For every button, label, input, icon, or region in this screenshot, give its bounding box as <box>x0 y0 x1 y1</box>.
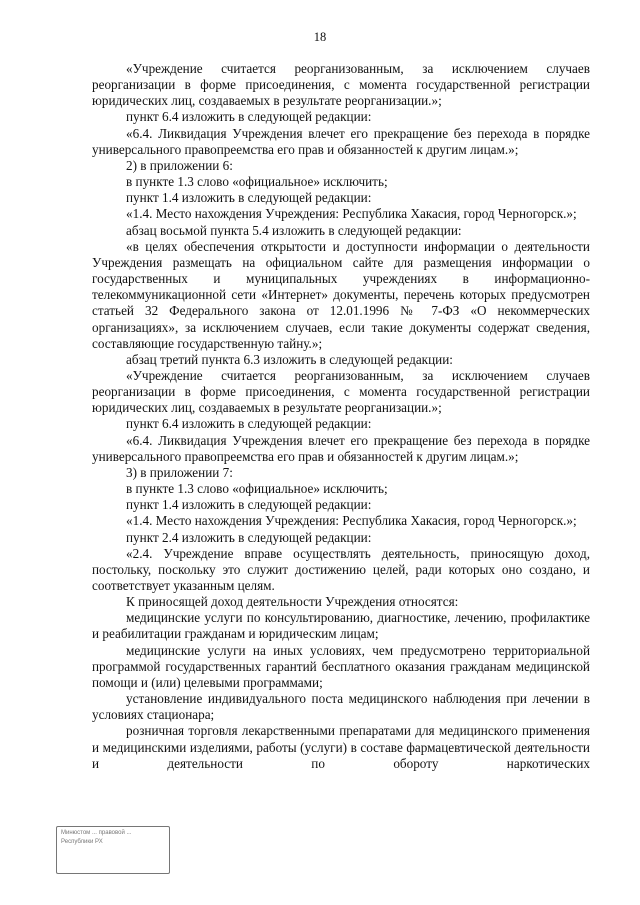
paragraph: «1.4. Место нахождения Учреждения: Республика Хакасия, город Черногорск.»; <box>126 206 577 222</box>
paragraph: установление индивидуального поста медицинского наблюдения при лечении в условиях стационара; <box>92 691 590 723</box>
paragraph: пункт 1.4 изложить в следующей редакции: <box>126 497 372 513</box>
document-body <box>92 61 590 772</box>
paragraph: в пункте 1.3 слово «официальное» исключить; <box>126 174 388 190</box>
paragraph: абзац третий пункта 6.3 изложить в следующей редакции: <box>126 351 453 367</box>
paragraph: розничная торговля лекарственными препаратами для медицинского применения и медицинскими изделиями, работы (услуги) в составе фармацевтической деятельности и деятельности по обороту наркотических <box>92 723 590 771</box>
paragraph: «6.4. Ликвидация Учреждения влечет его прекращение без перехода в порядке универсального правопреемства его прав и обязанностей к другим лицам.»; <box>92 432 590 464</box>
paragraph: К приносящей доход деятельности Учреждения относятся: <box>126 594 459 610</box>
paragraph: 3) в приложении 7: <box>126 464 233 480</box>
paragraph: в пункте 1.3 слово «официальное» исключить; <box>126 481 388 497</box>
paragraph: медицинские услуги на иных условиях, чем предусмотрено территориальной программой государственных гарантий бесплатного оказания гражданам медицинской помощи и (или) целевыми программами; <box>92 642 590 690</box>
paragraph: абзац восьмой пункта 5.4 изложить в следующей редакции: <box>126 222 462 238</box>
paragraph: «2.4. Учреждение вправе осуществлять деятельность, приносящую доход, постольку, поскольку это служит достижению целей, ради которых оно создано, и соответствует указанным целям. <box>92 545 590 593</box>
page-number: 18 <box>313 30 327 44</box>
paragraph: пункт 1.4 изложить в следующей редакции: <box>126 190 372 206</box>
paragraph: «6.4. Ликвидация Учреждения влечет его прекращение без перехода в порядке универсального правопреемства его прав и обязанностей к другим лицам.»; <box>92 125 590 157</box>
paragraph: «в целях обеспечения открытости и доступности информации о деятельности Учреждения размещать на официальном сайте для размещения информации о государственных и муниципальных учреждениях в информационно-телекоммуникационной сети «Интернет» документы, перечень которых предусмотрен статьей 32 Федерального закона от 12.01.1996 № 7-ФЗ «О некоммерческих организациях», за исключением случаев, если такие документы содержат сведения, составляющие государственную тайну.»; <box>92 238 590 351</box>
paragraph: 2) в приложении 6: <box>126 157 233 173</box>
paragraph: «Учреждение считается реорганизованным, за исключением случаев реорганизации в форме присоединения, с момента государственной регистрации юридических лиц, создаваемых в результате реорганизации.»; <box>92 367 590 416</box>
paragraph: медицинские услуги по консультированию, диагностике, лечению, профилактике и реабилитации гражданам и юридическим лицам; <box>92 610 590 642</box>
paragraph: «Учреждение считается реорганизованным, за исключением случаев реорганизации в форме присоединения, с момента государственной регистрации юридических лиц, создаваемых в результате реорганизации.»; <box>92 61 590 109</box>
registration-stamp: Минюстом ... правовой ... Республики РХ <box>56 826 170 874</box>
paragraph: «1.4. Место нахождения Учреждения: Республика Хакасия, город Черногорск.»; <box>126 513 577 529</box>
paragraph: пункт 6.4 изложить в следующей редакции: <box>126 109 372 125</box>
paragraph: пункт 2.4 изложить в следующей редакции: <box>126 529 372 545</box>
paragraph: пункт 6.4 изложить в следующей редакции: <box>126 416 372 432</box>
